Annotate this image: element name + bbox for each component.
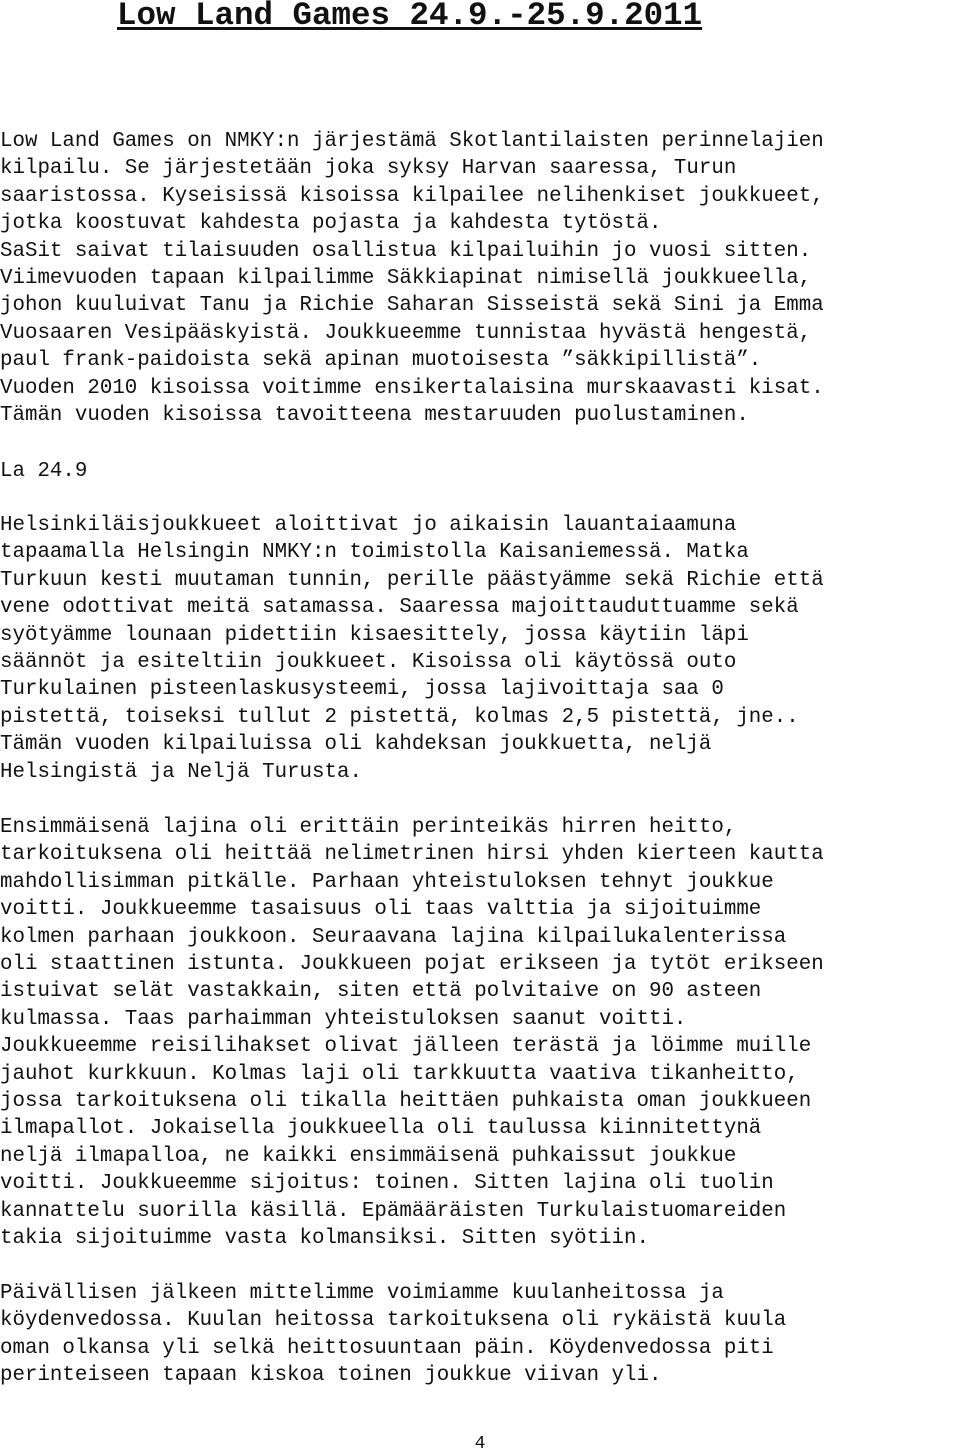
text-line: Helsinkiläisjoukkueet aloittivat jo aikaisin lauantaiaamuna (0, 514, 737, 537)
text-line: takia sijoituimme vasta kolmansiksi. Sitten syötiin. (0, 1227, 649, 1251)
text-line: Vuosaaren Vesipääskyistä. Joukkueemme tunnistaa hyvästä hengestä, (0, 321, 812, 345)
text-line: Turkulainen pisteenlaskusysteemi, jossa lajivoittaja saa 0 (0, 678, 724, 702)
section-date-heading (0, 458, 87, 485)
text-line: kilpailu. Se järjestetään joka syksy Harvan saaressa, Turun (0, 157, 737, 181)
text-line: mahdollisimman pitkälle. Parhaan yhteistuloksen tehnyt joukkue (0, 870, 774, 894)
text-line: Päivällisen jälkeen mittelimme voimiamme kuulanheitossa ja (0, 1282, 724, 1305)
text-line: neljä ilmapalloa, ne kaikki ensimmäisenä puhkaissut joukkue (0, 1144, 737, 1168)
text-line: oli staattinen istunta. Joukkueen pojat erikseen ja tytöt erikseen (0, 953, 824, 977)
text-line: Tämän vuoden kilpailuissa oli kahdeksan joukkuetta, neljä (0, 733, 712, 757)
text-line: perinteiseen tapaan kiskoa toinen joukkue viivan yli. (0, 1364, 662, 1388)
paragraph-events (0, 814, 824, 1253)
text-line: saaristossa. Kyseisissä kisoissa kilpailee nelihenkiset joukkueet, (0, 184, 824, 208)
text-line: tapaamalla Helsingin NMKY:n toimistolla Kaisaniemessä. Matka (0, 541, 749, 565)
text-line: jauhot kurkkuun. Kolmas laji oli tarkkuutta vaativa tikanheitto, (0, 1062, 799, 1086)
text-line: tarkoituksena oli heittää nelimetrinen hirsi yhden kierteen kautta (0, 843, 824, 867)
text-line: Joukkueemme reisilihakset olivat jälleen terästä ja löimme muille (0, 1035, 812, 1059)
text-line: köydenvedossa. Kuulan heitossa tarkoituksena oli rykäistä kuula (0, 1309, 787, 1333)
text-line: Turkuun kesti muutaman tunnin, perille päästyämme sekä Richie että (0, 568, 824, 592)
text-line: paul frank-paidoista sekä apinan muotoisesta ”säkkipillistä”. (0, 349, 762, 373)
text-line: SaSit saivat tilaisuuden osallistua kilpailuihin jo vuosi sitten. (0, 239, 812, 263)
text-line: jossa tarkoituksena oli tikalla heittäen puhkaista oman joukkueen (0, 1090, 812, 1114)
text-line: voitti. Joukkueemme sijoitus: toinen. Sitten lajina oli tuolin (0, 1172, 774, 1196)
text-line: pistettä, toiseksi tullut 2 pistettä, kolmas 2,5 pistettä, jne.. (0, 705, 799, 729)
paragraph-intro (0, 128, 824, 429)
text-line: johon kuuluivat Tanu ja Richie Saharan Sisseistä sekä Sini ja Emma (0, 294, 824, 318)
text-line: istuivat selät vastakkain, siten että polvitaive on 90 asteen (0, 980, 762, 1004)
text-line: vene odottivat meitä satamassa. Saaressa majoittauduttuamme sekä (0, 596, 799, 620)
document-title: Low Land Games 24.9.-25.9.2011 (117, 0, 703, 34)
text-line: La 24.9 (0, 460, 88, 483)
paragraph-arrival (0, 512, 824, 786)
text-line: Tämän vuoden kisoissa tavoitteena mestaruuden puolustaminen. (0, 404, 749, 428)
text-line: ilmapallot. Jokaisella joukkueella oli taulussa kiinnitettynä (0, 1117, 762, 1141)
text-line: Vuoden 2010 kisoissa voitimme ensikertalaisina murskaavasti kisat. (0, 376, 824, 400)
text-line: voitti. Joukkueemme tasaisuus oli taas valttia ja sijoituimme (0, 898, 762, 922)
text-line: oman olkansa yli selkä heittosuuntaan päin. Köydenvedossa piti (0, 1336, 774, 1360)
text-line: Helsingistä ja Neljä Turusta. (0, 760, 362, 784)
text-line: Viimevuoden tapaan kilpailimme Säkkiapinat nimisellä joukkueella, (0, 267, 812, 291)
text-line: kulmassa. Taas parhaimman yhteistuloksen saanut voitti. (0, 1007, 687, 1031)
text-line: Ensimmäisenä lajina oli erittäin perinteikäs hirren heitto, (0, 816, 737, 839)
text-line: kannattelu suorilla käsillä. Epämääräisten Turkulaistuomareiden (0, 1199, 787, 1223)
paragraph-evening (0, 1280, 786, 1390)
text-line: kolmen parhaan joukkoon. Seuraavana lajina kilpailukalenterissa (0, 925, 787, 949)
text-line: säännöt ja esiteltiin joukkueet. Kisoissa oli käytössä outo (0, 651, 737, 675)
text-line: Low Land Games on NMKY:n järjestämä Skotlantilaisten perinnelajien (0, 130, 824, 153)
text-line: jotka koostuvat kahdesta pojasta ja kahdesta tytöstä. (0, 212, 662, 236)
page-number: 4 (474, 1434, 486, 1454)
text-line: syötyämme lounaan pidettiin kisaesittely, jossa käytiin läpi (0, 623, 749, 647)
